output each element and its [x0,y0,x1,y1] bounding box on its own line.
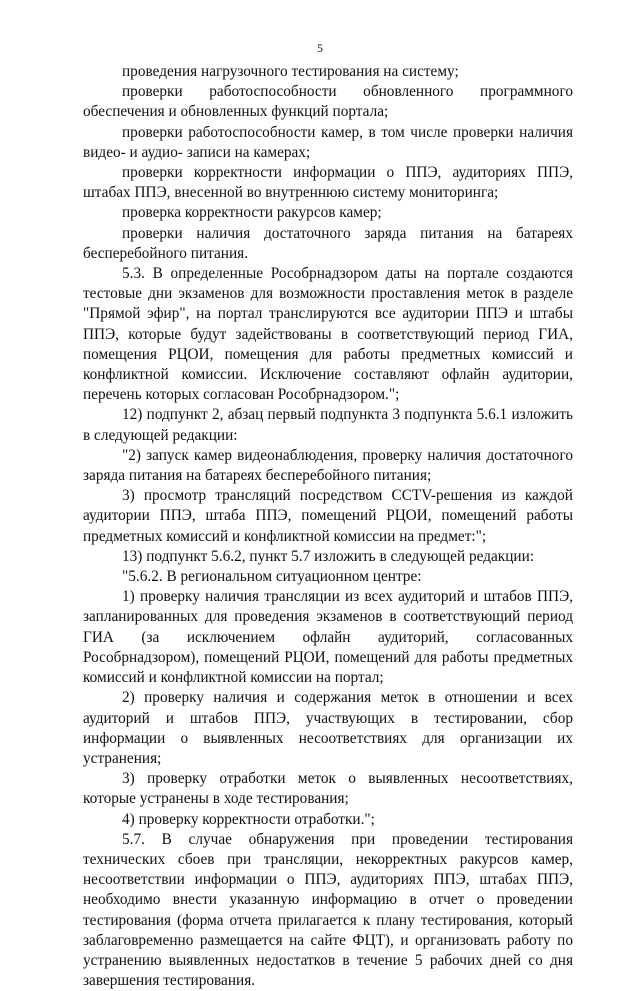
paragraph-5-6-2-item-1: 1) проверку наличия трансляции из всех аудиторий и штабов ППЭ, запланированных для проведения экзаменов в соответствующий период ГИА (за исключением офлайн аудиторий, согласованных Рособрнадзором), помещений РЦОИ, помещений для работы предметных комиссий и конфликтной комиссии на портал; [83,588,573,687]
paragraph-5-6-2-item-4: 4) проверку корректности отработки."; [122,810,375,828]
paragraph-software-check: проверки работоспособности обновленного программного обеспечения и обновленных функций портала; [83,83,573,121]
paragraph-5-6-2: "5.6.2. В региональном ситуационном центре: [122,568,422,586]
paragraph-5-6-2-item-3: 3) проверку отработки меток о выявленных несоответствиях, которые устранены в ходе тестирования; [83,770,573,808]
paragraph-camera-angles: проверка корректности ракурсов камер; [122,204,382,222]
paragraph-5-6-2-item-2: 2) проверку наличия и содержания меток в отношении и всех аудиторий и штабов ППЭ, участвующих в тестировании, сбор информации о выявленных несоответствиях для организации их устранения; [83,689,573,767]
paragraph-battery-check: проверки наличия достаточного заряда питания на батареях бесперебойного питания. [83,224,573,262]
paragraph-item-12: 12) подпункт 2, абзац первый подпункта 3 подпункта 5.6.1 изложить в следующей редакции: [83,406,573,444]
paragraph-5-7: 5.7. В случае обнаружения при проведении тестирования технических сбоев при трансляции, некорректных ракурсов камер, несоответствии информации о ППЭ, аудиториях ППЭ, штабах ППЭ, необходимо внести указанную информацию в отчет о проведении тестирования (форма отчета прилагается к плану тестирования, который заблаговременно размещается на сайте ФЦТ), и организовать работу по устранению выявленных недостатков в течение 5 рабочих дней со дня завершения тестирования. [83,830,573,990]
page-number: 5 [317,41,323,55]
paragraph-item-13: 13) подпункт 5.6.2, пункт 5.7 изложить в следующей редакции: [122,547,535,565]
paragraph-info-check: проверки корректности информации о ППЭ, аудиториях ППЭ, штабах ППЭ, внесенной во внутреннюю систему мониторинга; [83,164,573,202]
document-body [83,62,573,991]
paragraph-5-3: 5.3. В определенные Рособрнадзором даты на портале создаются тестовые дни экзаменов для возможности проставления меток в разделе "Прямой эфир", на портал транслируются все аудитории ППЭ и штабы ППЭ, которые будут задействованы в соответствующий период ГИА, помещения РЦОИ, помещения для работы предметных комиссий и конфликтной комиссии. Исключение составляют офлайн аудитории, перечень которых согласован Рособрнадзором."; [83,265,573,404]
paragraph-subitem-2: "2) запуск камер видеонаблюдения, проверку наличия достаточного заряда питания на батареях бесперебойного питания; [83,446,573,485]
paragraph-load-testing: проведения нагрузочного тестирования на систему; [122,63,459,80]
paragraph-subitem-3: 3) просмотр трансляций посредством CCTV-решения из каждой аудитории ППЭ, штаба ППЭ, помещений РЦОИ, помещений работы предметных комиссий и конфликтной комиссии на предмет:"; [83,487,573,545]
paragraph-camera-check: проверки работоспособности камер, в том числе проверки наличия видео- и аудио- записи на камерах; [83,123,573,161]
